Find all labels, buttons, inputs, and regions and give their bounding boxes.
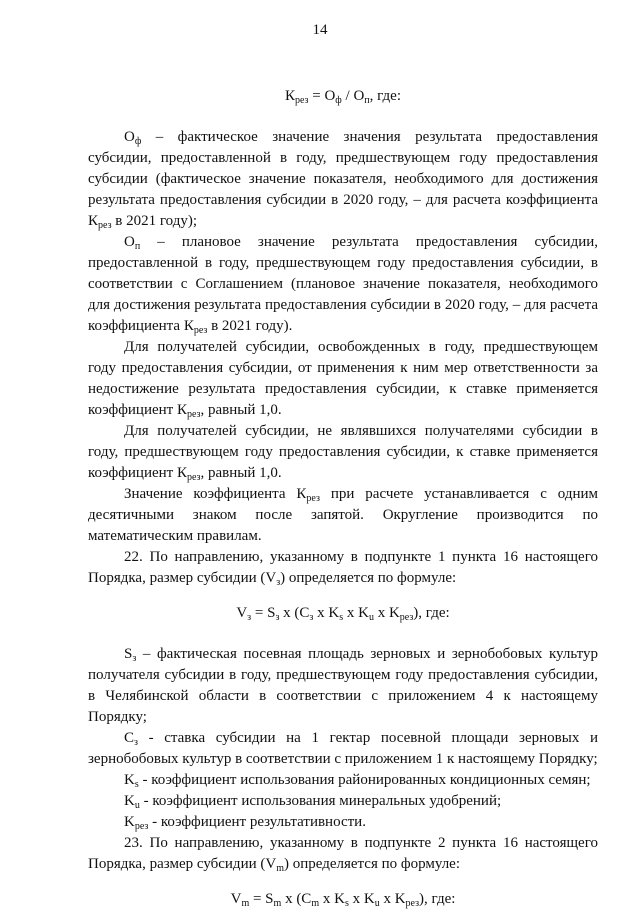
page-number: 14 [312,22,328,38]
paragraph-new-recipients: Для получателей субсидии, не являвшихся получателями субсидии в году, предшествующем году предоставления субсидии, к ставке применяется коэффициент $К_{рез}$, равный 1,0. [88,423,598,483]
paragraph-o-f: $О_ф$ – фактическое значение значения результата предоставления субсидии, предоставленной в году, предшествующем году предоставления субсидии (фактическое значение показателя, необходимого для достижения результата предоставления субсидии в 2020 году, – для расчета коэффициента $К_{рез}$ в 2021 году); [88,129,598,231]
definition-k-u: $K_u$ - коэффициент использования минеральных удобрений; [124,793,502,811]
paragraph-exempt-recipients: Для получателей субсидии, освобожденных в году, предшествующем году предоставления субсидии, от применения к ним мер ответственности за недостижение результата предоставления субсидии, к ставке применяется коэффициент $К_{рез}$, равный 1,0. [88,339,598,420]
definition-k-s: $K_s$ - коэффициент использования районированных кондиционных семян; [124,772,591,790]
formula-k-rez: $К_{рез} = О_ф / О_п$, где: [284,88,402,106]
document-body [88,80,598,908]
definition-s-z: $S_з$ – фактическая посевная площадь зерновых и зернобобовых культур получателя субсидии в году, предшествующем году предоставления субсидии, в Челябинской области в соответствии с приложением 4 к настоящему Порядку; [88,646,598,725]
paragraph-item-22: 22. По направлению, указанному в подпункте 1 пункта 16 настоящего Порядка, размер субсидии $(V_з)$ определяется по формуле: [88,549,598,588]
paragraph-rounding: Значение коэффициента $К_{рез}$ при расчете устанавливается с одним десятичными знаком после запятой. Округление производится по математическим правилам. [88,486,599,544]
paragraph-o-p: $О_п$ – плановое значение результата предоставления субсидии, предоставленной в году, предшествующем году предоставления субсидии, в соответствии с Соглашением (плановое значение показателя, необходимого для достижения результата предоставления субсидии в 2020 году, – для расчета коэффициента $К_{рез}$ в 2021 году). [88,234,598,336]
paragraph-item-23: 23. По направлению, указанному в подпункте 2 пункта 16 настоящего Порядка, размер субсидии $(V_m)$ определяется по формуле: [88,835,598,874]
formula-v-m: $V_m = S_m$ х ($С_m$ х $K_s$ х $K_u$ х $K_{рез}$), где: [230,891,456,909]
definition-c-z: $С_з$ - ставка субсидии на 1 гектар посевной площади зерновых и зернобобовых культур в соответствии с приложением 1 к настоящему Порядку; [88,730,598,767]
formula-v-z: $V_з = S_з$ х ($С_з$ х $K_s$ х $K_u$ х $K_{рез}$), где: [236,605,450,623]
definition-k-rez: $K_{рез}$ - коэффициент результативности. [124,814,366,832]
